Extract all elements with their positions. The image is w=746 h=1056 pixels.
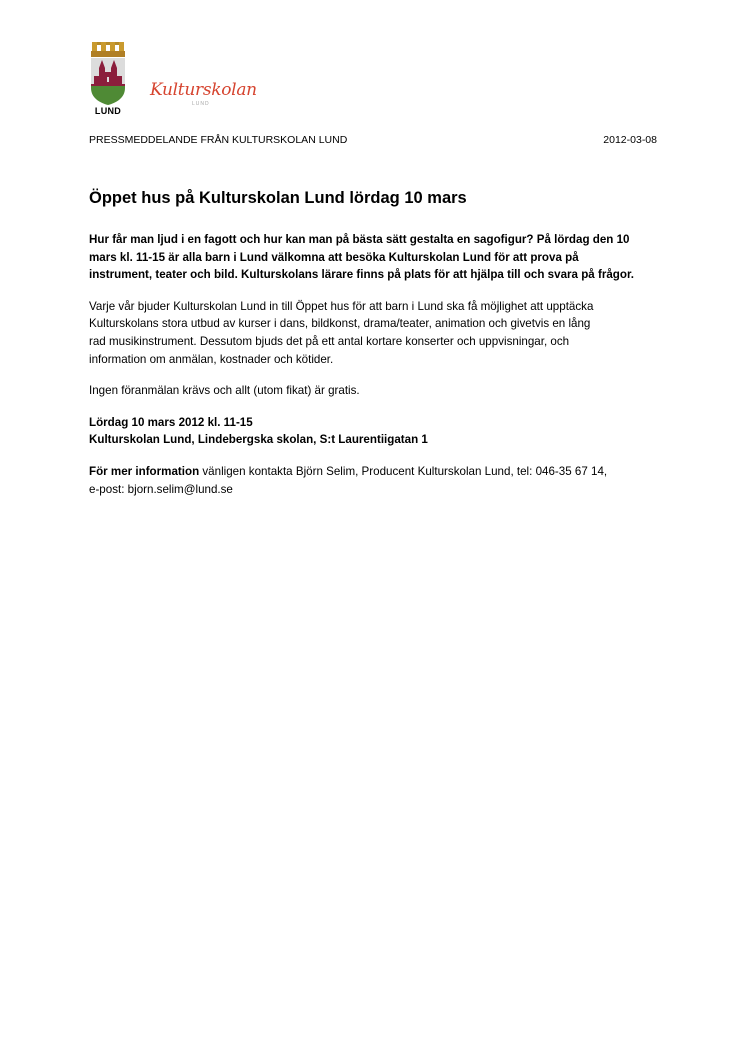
lead-line: instrument, teater och bild. Kulturskolans lärare finns på plats för att hjälpa till och svara på frågor. <box>89 268 635 282</box>
contact-label: För mer information <box>89 464 200 478</box>
body-paragraph <box>89 298 661 368</box>
lund-logo-text: LUND <box>94 106 122 116</box>
body-line: Kulturskolans stora utbud av kurser i dans, bildkonst, drama/teater, animation och givetvis en lång <box>89 317 591 331</box>
body-line: Varje vår bjuder Kulturskolan Lund in till Öppet hus för att barn i Lund ska få möjlighet att upptäcka <box>89 299 594 313</box>
press-release-date: 2012-03-08 <box>603 134 657 146</box>
page-title: Öppet hus på Kulturskolan Lund lördag 10 mars <box>89 189 467 207</box>
kulturskolan-wordmark: Kulturskolan <box>150 80 257 100</box>
lead-line: mars kl. 11-15 är alla barn i Lund välkomna att besöka Kulturskolan Lund för att prova på <box>89 250 579 264</box>
contact-line <box>89 463 661 481</box>
event-datetime: Lördag 10 mars 2012 kl. 11-15 <box>89 415 253 429</box>
event-details <box>89 414 661 449</box>
body-line: information om anmälan, kostnader och kötider. <box>89 352 334 366</box>
press-release-label: PRESSMEDDELANDE FRÅN KULTURSKOLAN LUND <box>89 134 348 146</box>
free-note-text: Ingen föranmälan krävs och allt (utom fikat) är gratis. <box>89 384 360 398</box>
lead-line: Hur får man ljud i en fagott och hur kan man på bästa sätt gestalta en sagofigur? På lördag den 10 <box>89 233 630 246</box>
free-note <box>89 382 661 400</box>
contact-email[interactable]: e-post: bjorn.selim@lund.se <box>89 482 233 496</box>
kulturskolan-subtext: LUND <box>192 101 210 107</box>
body-line: rad musikinstrument. Dessutom bjuds det på ett antal kortare konserter och uppvisningar, och <box>89 334 570 348</box>
contact-text: vänligen kontakta Björn Selim, Producent Kulturskolan Lund, tel: 046-35 67 14, <box>199 464 608 478</box>
kulturskolan-logo <box>150 80 260 120</box>
contact-paragraph <box>89 463 661 498</box>
lead-paragraph <box>89 231 661 284</box>
lund-shield-icon <box>88 42 128 106</box>
press-release-body <box>89 231 661 512</box>
lund-coat-of-arms-logo <box>88 42 128 122</box>
event-location: Kulturskolan Lund, Lindebergska skolan, S:t Laurentiigatan 1 <box>89 433 428 447</box>
